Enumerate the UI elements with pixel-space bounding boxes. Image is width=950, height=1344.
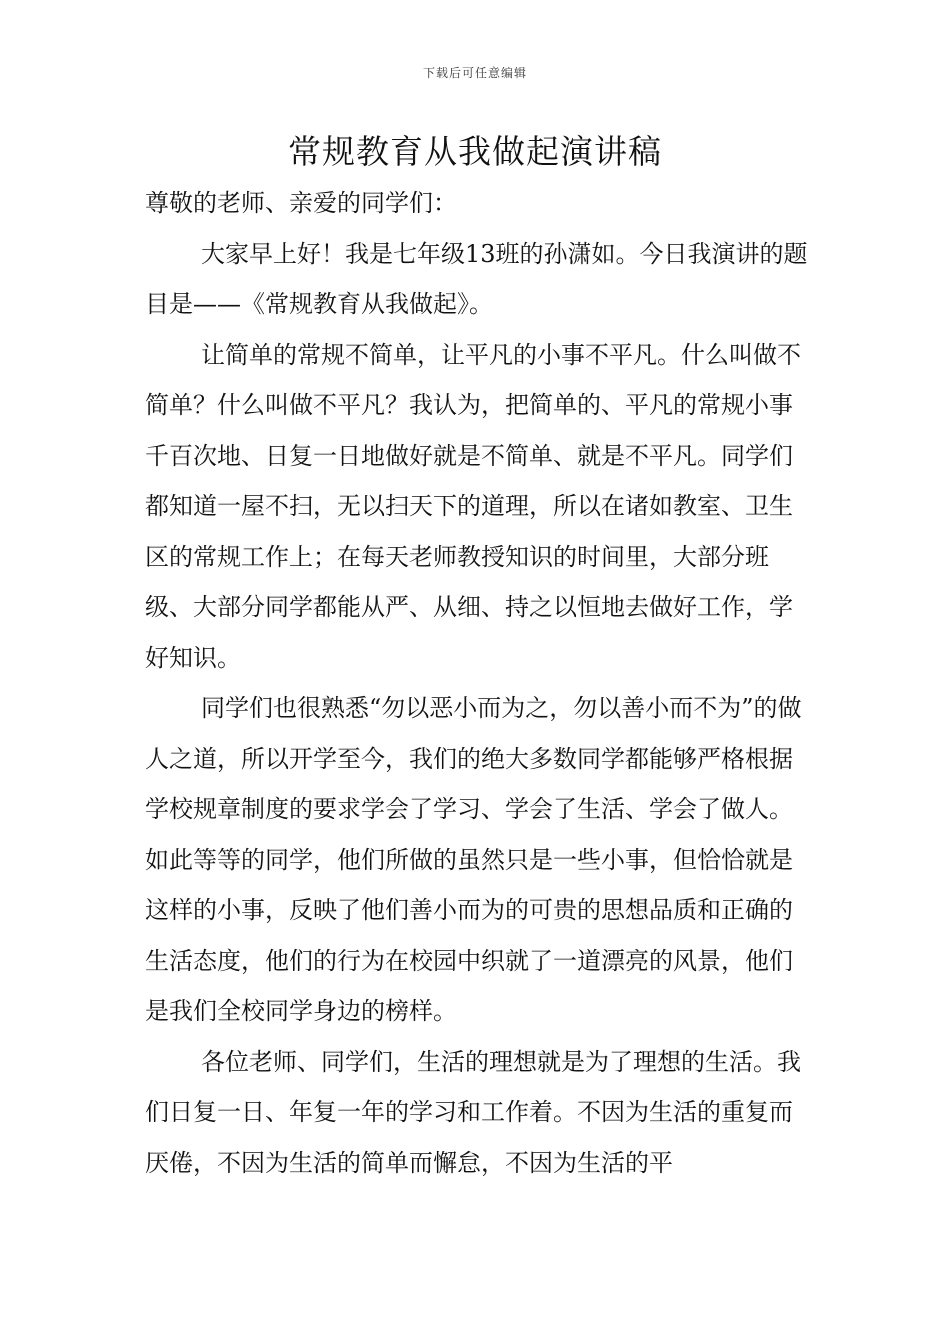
document-title: 常规教育从我做起演讲稿 — [288, 132, 662, 171]
paragraph-greeting: 大家早上好！我是七年级13班的孙潇如。今日我演讲的题目是——《常规教育从我做起》。 — [145, 239, 808, 318]
header-note: 下载后可任意编辑 — [422, 66, 527, 80]
paragraph-good-deeds: 同学们也很熟悉“勿以恶小而为之，勿以善小而不为”的做人之道，所以开学至今，我们的绝大多数同学都能够严格根据学校规章制度的要求学会了学习、学会了生活、学会了做人。如此等等的同学，他们所做的虽然只是一些小事，但恰恰就是这样的小事，反映了他们善小而为的可贵的思想品质和正确的生活态度，他们的行为在校园中织就了一道漂亮的风景，他们是我们全校同学身边的榜样。 — [145, 694, 802, 1025]
salutation: 尊敬的老师、亲爱的同学们： — [145, 189, 457, 217]
speech-body — [145, 178, 815, 1188]
paragraph-simple-routine: 让简单的常规不简单，让平凡的小事不平凡。什么叫做不简单？什么叫做不平凡？我认为，把简单的、平凡的常规小事千百次地、日复一日地做好就是不简单、就是不平凡。同学们都知道一屋不扫，无以扫天下的道理，所以在诸如教室、卫生区的常规工作上；在每天老师教授知识的时间里，大部分班级、大部分同学都能从严、从细、持之以恒地去做好工作，学好知识。 — [145, 340, 801, 672]
paragraph-ideal-life: 各位老师、同学们，生活的理想就是为了理想的生活。我们日复一日、年复一年的学习和工作着。不因为生活的重复而厌倦，不因为生活的简单而懈怠，不因为生活的平 — [145, 1047, 801, 1177]
